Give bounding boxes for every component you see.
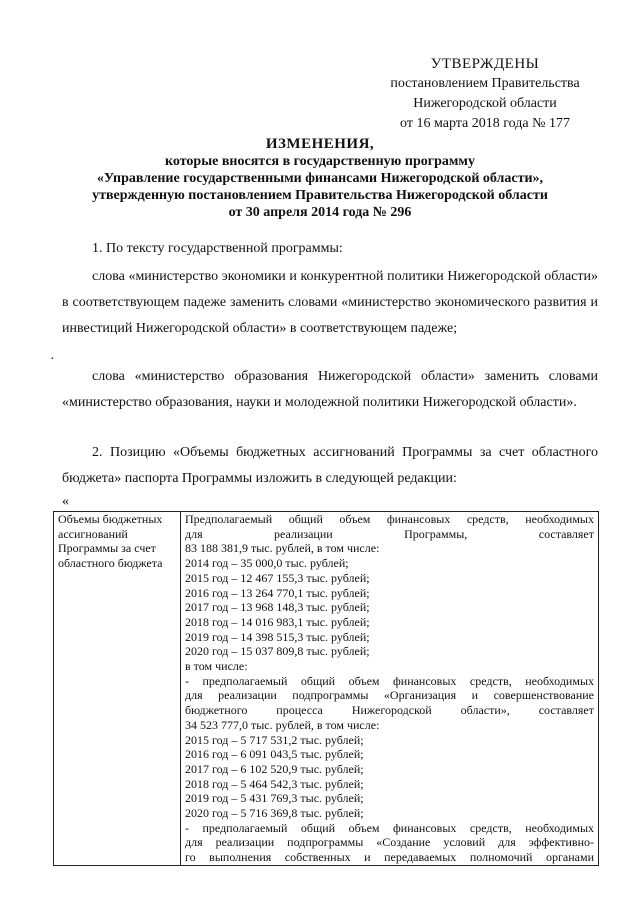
content-line: 2014 год – 35 000,0 тыс. рублей; bbox=[185, 556, 349, 571]
content-line: 34 523 777,0 тыс. рублей, в том числе: bbox=[185, 717, 380, 732]
passport-table bbox=[53, 511, 599, 866]
header-line-3: утвержденную постановлением Правительства Нижегородской области bbox=[92, 188, 548, 203]
approval-line-3: от 16 марта 2018 года № 177 bbox=[400, 116, 570, 131]
content-line: 2015 год – 5 717 531,2 тыс. рублей; bbox=[185, 732, 364, 747]
content-line: 2020 год – 15 037 809,8 тыс. рублей; bbox=[185, 644, 370, 659]
header-line-1: которые вносятся в государственную программу bbox=[165, 154, 475, 169]
content-line: Предполагаемый общий объем финансовых средств, необходимых bbox=[185, 512, 594, 526]
paragraph-2: слова «министерство экономики и конкурентной политики Нижегородской области» в соответствующем падеже заменить словами «министерство экономического развития и инвестиций Нижегородской области» в соответствующем падеже; bbox=[62, 269, 598, 336]
content-line: 2018 год – 5 464 542,3 тыс. рублей; bbox=[185, 776, 364, 791]
paragraph-1: 1. По тексту государственной программы: bbox=[92, 241, 343, 256]
paragraph-3: слова «министерство образования Нижегородской области» заменить словами «министерство образования, науки и молодежной политики Нижегородской области». bbox=[62, 369, 598, 410]
passport-label-cell: Объемы бюджетных ассигнований Программы за счет областного бюджета bbox=[54, 512, 181, 866]
content-line: для реализации подпрограммы «Создание условий для эффективно- bbox=[185, 835, 594, 850]
content-line: 2019 год – 14 398 515,3 тыс. рублей; bbox=[185, 629, 370, 644]
approval-line-2: Нижегородской области bbox=[413, 96, 557, 111]
margin-mark: · bbox=[50, 352, 55, 367]
passport-content-cell bbox=[181, 512, 599, 866]
paragraph-4: 2. Позицию «Объемы бюджетных ассигнований Программы за счет областного бюджета» паспорта Программы изложить в следующей редакции: bbox=[62, 445, 598, 486]
content-line: - предполагаемый общий объем финансовых средств, необходимых bbox=[185, 673, 594, 688]
header-line-2: «Управление государственными финансами Нижегородской области», bbox=[96, 171, 544, 186]
document-title: ИЗМЕНЕНИЯ, bbox=[265, 136, 375, 152]
content-line: 2015 год – 12 467 155,3 тыс. рублей; bbox=[185, 570, 370, 585]
approval-line-1: постановлением Правительства bbox=[390, 76, 580, 91]
content-line: 2017 год – 6 102 520,9 тыс. рублей; bbox=[185, 761, 364, 776]
content-line: 2016 год – 13 264 770,1 тыс. рублей; bbox=[185, 585, 370, 600]
content-line: - предполагаемый общий объем финансовых средств, необходимых bbox=[185, 820, 594, 835]
content-line: бюджетного процесса Нижегородской области», составляет bbox=[185, 703, 594, 718]
content-line: 2018 год – 14 016 983,1 тыс. рублей; bbox=[185, 614, 370, 629]
approval-title: УТВЕРЖДЕНЫ bbox=[430, 56, 540, 72]
content-line: для реализации Программы, составляет bbox=[185, 526, 594, 541]
table-row bbox=[54, 512, 599, 866]
content-line: го выполнения собственных и передаваемых полномочий органами bbox=[185, 850, 594, 865]
content-line: для реализации подпрограммы «Организация и совершенствование bbox=[185, 688, 594, 703]
header-line-4: от 30 апреля 2014 года № 296 bbox=[228, 205, 412, 220]
approval-stamp bbox=[360, 54, 610, 134]
content-line: в том числе: bbox=[185, 659, 248, 674]
opening-quote: « bbox=[62, 494, 69, 509]
content-line: 83 188 381,9 тыс. рублей, в том числе: bbox=[185, 541, 380, 556]
content-line: 2020 год – 5 716 369,8 тыс. рублей; bbox=[185, 806, 364, 821]
content-line: 2016 год – 6 091 043,5 тыс. рублей; bbox=[185, 747, 364, 762]
content-line: 2017 год – 13 968 148,3 тыс. рублей; bbox=[185, 600, 370, 615]
document-header bbox=[60, 136, 580, 221]
content-line: 2019 год – 5 431 769,3 тыс. рублей; bbox=[185, 791, 364, 806]
